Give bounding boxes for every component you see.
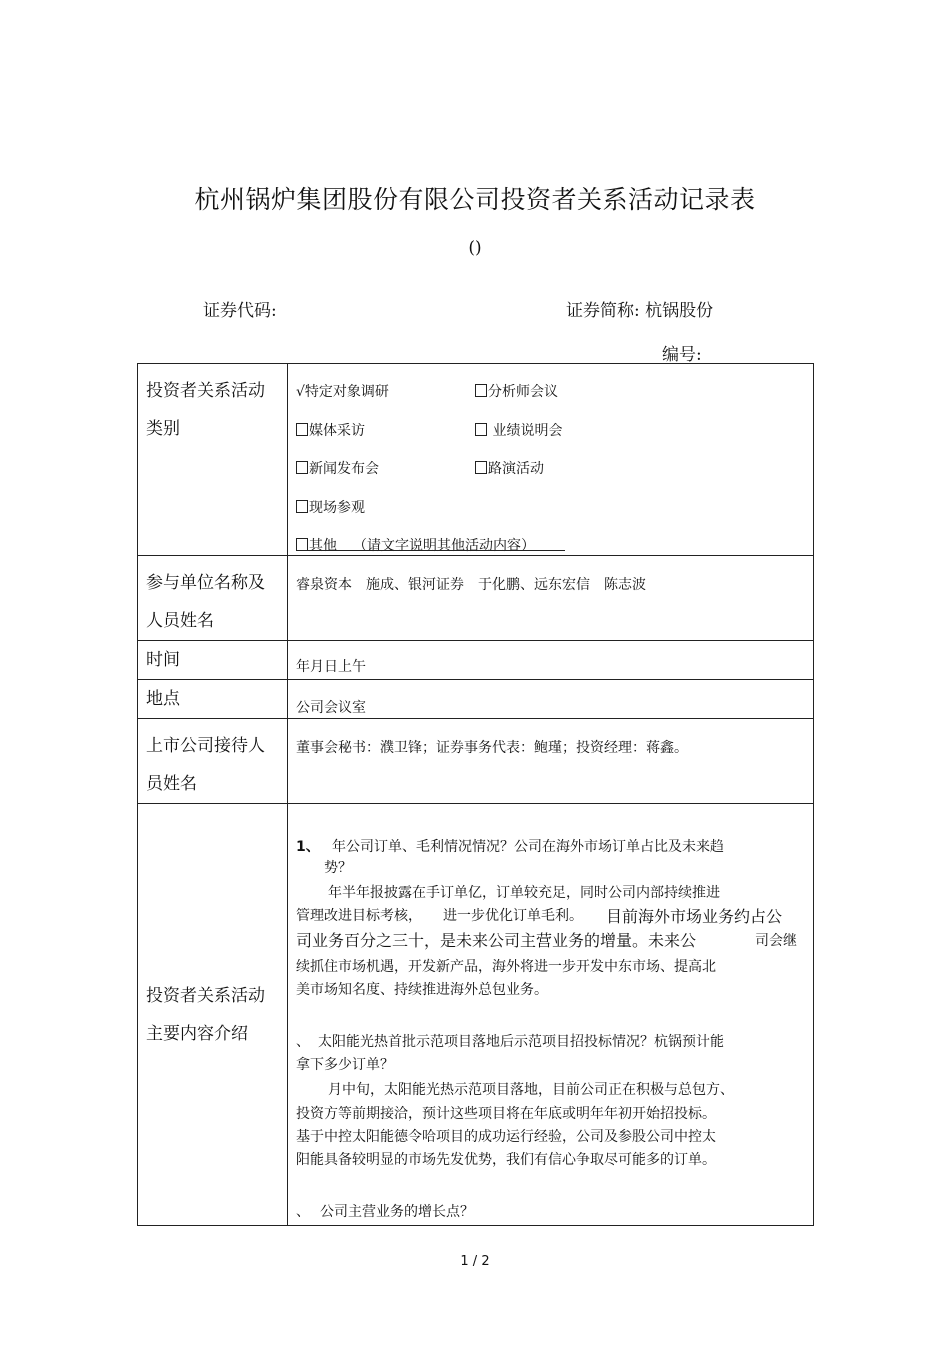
row-activity-category [138, 364, 814, 556]
row-time [138, 641, 814, 680]
option-results-briefing[interactable]: 业绩说明会 [475, 420, 562, 440]
answer-1-line-2c: 目前海外市场业务约占公 [606, 907, 783, 926]
time-value: 年月日上午 [288, 641, 814, 680]
question-1-line-2: 势？ [324, 860, 352, 876]
stock-short-name-label: 证券简称: [566, 301, 640, 321]
row-receptionist [138, 719, 814, 804]
question-1-number: 1、 [296, 839, 320, 855]
stock-short-name [566, 296, 713, 321]
page-title: 杭州锅炉集团股份有限公司投资者关系活动记录表 [194, 185, 756, 214]
place-value: 公司会议室 [288, 680, 814, 719]
category-label: 投资者关系活动 类别 [138, 364, 288, 556]
checkbox-icon [296, 461, 308, 474]
row-participants [138, 556, 814, 641]
participants-label: 参与单位名称及 人员姓名 [138, 556, 288, 641]
answer-2-line-3: 基于中控太阳能德令哈项目的成功运行经验，公司及参股公司中控太 [296, 1129, 716, 1145]
answer-1-line-2a: 管理改进目标考核， [296, 908, 422, 924]
other-underline [297, 550, 565, 551]
checkbox-icon [475, 461, 487, 474]
option-roadshow[interactable]: 路演活动 [475, 458, 544, 478]
page-number: 1 / 2 [460, 1254, 490, 1269]
question-1-line-1: 年公司订单、毛利情况情况？公司在海外市场订单占比及未来趋 [332, 839, 724, 855]
answer-1-line-2b: 进一步优化订单毛利。 [443, 908, 583, 924]
answer-1-line-5: 美市场知名度、持续推进海外总包业务。 [296, 982, 548, 998]
answer-1-line-3b: 司会继 [755, 933, 797, 949]
checkbox-icon [475, 423, 487, 436]
place-label: 地点 [138, 680, 288, 719]
answer-1-line-4: 续抓住市场机遇，开发新产品，海外将进一步开发中东市场、提高北 [296, 959, 716, 975]
main-content-body [288, 804, 814, 1226]
question-2-line-2: 拿下多少订单？ [296, 1057, 394, 1073]
answer-2-line-1: 月中旬，太阳能光热示范项目落地，目前公司正在积极与总包方、 [328, 1082, 734, 1098]
answer-2-line-2: 投资方等前期接洽，预计这些项目将在年底或明年年初开始招投标。 [296, 1106, 716, 1122]
receptionist-value: 董事会秘书：濮卫锋；证券事务代表：鲍瑾；投资经理：蒋鑫。 [288, 719, 814, 804]
option-analyst-meeting[interactable]: 分析师会议 [475, 381, 558, 401]
answer-1-line-1: 年半年报披露在手订单亿，订单较充足，同时公司内部持续推进 [328, 885, 720, 901]
activity-record-table [137, 363, 814, 1226]
row-place [138, 680, 814, 719]
checkmark-icon: √ [296, 384, 305, 400]
row-main-content [138, 804, 814, 1226]
page-subtitle: () [468, 238, 482, 258]
question-3-number: 、 [296, 1204, 310, 1220]
answer-1-line-3a: 司业务百分之三十，是未来公司主营业务的增量。未来公 [296, 931, 697, 950]
time-label: 时间 [138, 641, 288, 680]
receptionist-label: 上市公司接待人 员姓名 [138, 719, 288, 804]
option-press-conference[interactable]: 新闻发布会 [296, 458, 379, 478]
option-media-interview[interactable]: 媒体采访 [296, 420, 365, 440]
option-other-note: （请文字说明其他活动内容） [353, 538, 535, 554]
answer-2-line-4: 阳能具备较明显的市场先发优势，我们有信心争取尽可能多的订单。 [296, 1152, 716, 1168]
question-3-line-1: 公司主营业务的增长点？ [320, 1204, 474, 1220]
participants-value: 睿泉资本 施成、银河证券 于化鹏、远东宏信 陈志波 [288, 556, 814, 641]
record-number-label: 编号: [662, 345, 702, 365]
question-2-line-1: 太阳能光热首批示范项目落地后示范项目招投标情况？杭锅预计能 [318, 1034, 724, 1050]
stock-code-label: 证券代码: [203, 301, 277, 321]
checkbox-icon [475, 384, 487, 397]
checkbox-icon [296, 500, 308, 513]
question-2-number: 、 [296, 1034, 310, 1050]
main-content-label: 投资者关系活动 主要内容介绍 [138, 804, 288, 1226]
option-specific-research[interactable]: √特定对象调研 [296, 384, 389, 400]
checkbox-icon [296, 423, 308, 436]
option-site-visit[interactable]: 现场参观 [296, 497, 365, 517]
stock-short-name-value: 杭锅股份 [645, 301, 714, 321]
option-other[interactable]: 其他 （请文字说明其他活动内容） [296, 535, 535, 555]
category-options [288, 364, 814, 556]
